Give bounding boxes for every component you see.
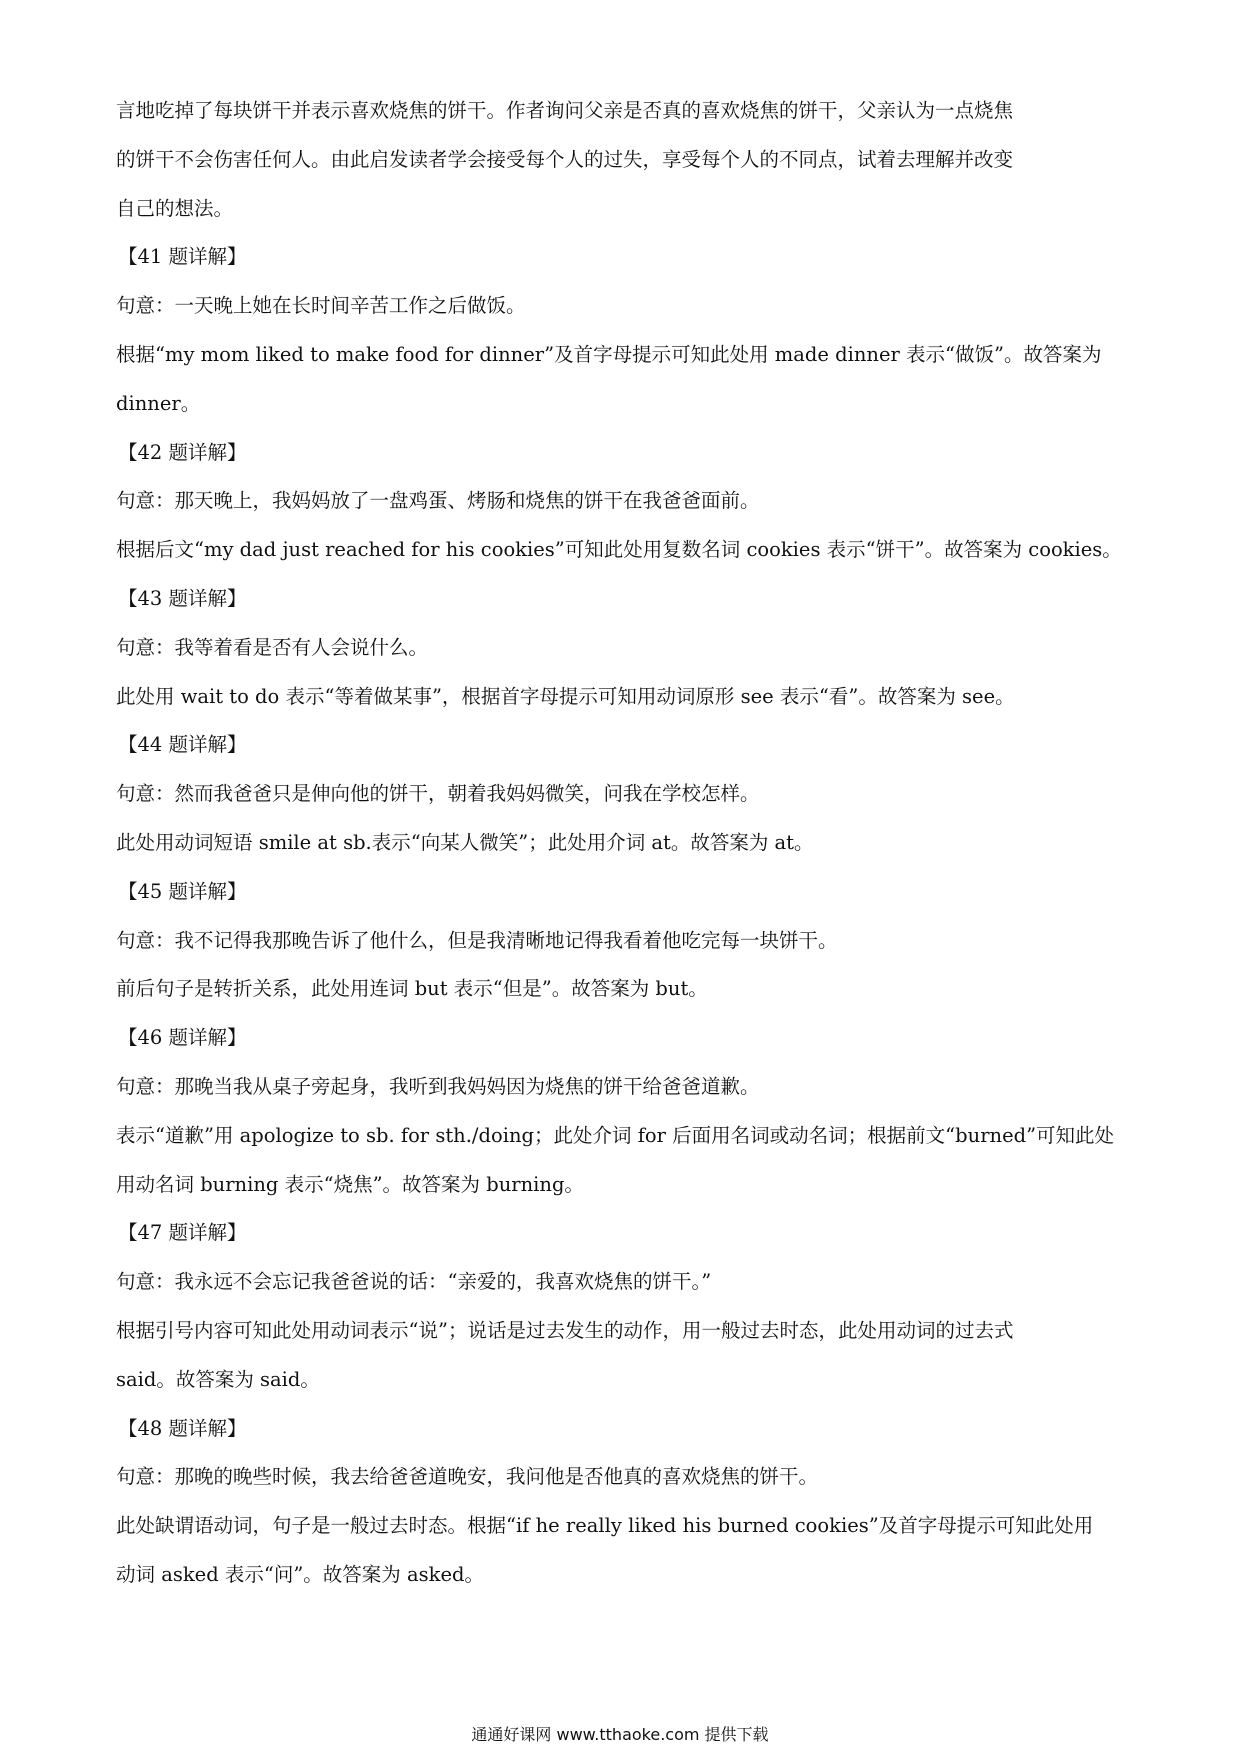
section-heading-text: 【47 题详解】	[118, 1221, 247, 1245]
paragraph-line	[116, 293, 1136, 342]
paragraph-line	[116, 98, 1136, 147]
line-text: 句意：那晚当我从桌子旁起身，我听到我妈妈因为烧焦的饼干给爸爸道歉。	[116, 1074, 760, 1098]
line-text: 此处用动词短语 smile at sb.表示“向某人微笑”；此处用介词 at。故答案为 at。	[116, 830, 814, 854]
section-heading-text: 【41 题详解】	[118, 245, 247, 269]
paragraph-line	[116, 781, 1136, 830]
paragraph-line	[116, 391, 1136, 440]
paragraph-line	[116, 488, 1136, 537]
section-heading	[116, 440, 1136, 489]
section-heading-text: 【46 题详解】	[118, 1026, 247, 1050]
line-text: 前后句子是转折关系，此处用连词 but 表示“但是”。故答案为 but。	[116, 977, 708, 1001]
line-text: 用动名词 burning 表示“烧焦”。故答案为 burning。	[116, 1172, 584, 1196]
paragraph-line	[116, 196, 1136, 245]
line-text: dinner。	[116, 391, 201, 415]
paragraph-line	[116, 635, 1136, 684]
paragraph-line	[116, 1123, 1136, 1172]
paragraph-line	[116, 537, 1136, 586]
line-text: 表示“道歉”用 apologize to sb. for sth./doing；此处介词 for 后面用名词或动名词；根据前文“burned”可知此处	[116, 1123, 1115, 1147]
paragraph-line	[116, 684, 1136, 733]
paragraph-line	[116, 830, 1136, 879]
line-text: 的饼干不会伤害任何人。由此启发读者学会接受每个人的过失，享受每个人的不同点，试着去理解并改变	[116, 147, 1014, 171]
paragraph-line	[116, 1367, 1136, 1416]
line-text: 动词 asked 表示“问”。故答案为 asked。	[116, 1562, 484, 1586]
paragraph-line	[116, 1172, 1136, 1221]
section-heading-text: 【44 题详解】	[118, 733, 247, 757]
section-heading	[116, 879, 1136, 928]
section-heading	[116, 1025, 1136, 1074]
line-text: 根据引号内容可知此处用动词表示“说”；说话是过去发生的动作，用一般过去时态，此处用动词的过去式	[116, 1318, 1014, 1342]
line-text: 根据后文“my dad just reached for his cookies”可知此处用复数名词 cookies 表示“饼干”。故答案为 cookies。	[116, 538, 1122, 562]
paragraph-line	[116, 342, 1136, 391]
section-heading-text: 【45 题详解】	[118, 879, 247, 903]
paragraph-line	[116, 147, 1136, 196]
section-heading	[116, 244, 1136, 293]
paragraph-line	[116, 1562, 1136, 1611]
line-text: 句意：一天晚上她在长时间辛苦工作之后做饭。	[116, 294, 526, 318]
line-text: 句意：我不记得我那晚告诉了他什么，但是我清晰地记得我看着他吃完每一块饼干。	[116, 928, 838, 952]
line-text: 言地吃掉了每块饼干并表示喜欢烧焦的饼干。作者询问父亲是否真的喜欢烧焦的饼干，父亲认为一点烧焦	[116, 99, 1014, 122]
section-heading	[116, 732, 1136, 781]
section-heading	[116, 586, 1136, 635]
line-text: 自己的想法。	[116, 196, 234, 220]
paragraph-line	[116, 976, 1136, 1025]
line-text: 句意：我永远不会忘记我爸爸说的话：“亲爱的，我喜欢烧焦的饼干。”	[116, 1270, 712, 1294]
page-footer: 通通好课网 www.tthaoke.com 提供下载	[471, 1725, 769, 1744]
line-text: 此处缺谓语动词，句子是一般过去时态。根据“if he really liked his burned cookies”及首字母提示可知此处用	[116, 1514, 1094, 1538]
section-heading-text: 【48 题详解】	[118, 1416, 247, 1440]
paragraph-line	[116, 1269, 1136, 1318]
line-text: 句意：那天晚上，我妈妈放了一盘鸡蛋、烤肠和烧焦的饼干在我爸爸面前。	[116, 489, 760, 513]
paragraph-line	[116, 1318, 1136, 1367]
section-heading	[116, 1416, 1136, 1465]
line-text: 根据“my mom liked to make food for dinner”及首字母提示可知此处用 made dinner 表示“做饭”。故答案为	[116, 342, 1102, 366]
line-text: said。故答案为 said。	[116, 1367, 320, 1391]
paragraph-line	[116, 1074, 1136, 1123]
line-text: 此处用 wait to do 表示“等着做某事”，根据首字母提示可知用动词原形 see 表示“看”。故答案为 see。	[116, 684, 1015, 708]
paragraph-line	[116, 1513, 1136, 1562]
line-text: 句意：然而我爸爸只是伸向他的饼干，朝着我妈妈微笑，问我在学校怎样。	[116, 782, 760, 806]
section-heading-text: 【42 题详解】	[118, 440, 247, 464]
section-heading	[116, 1220, 1136, 1269]
paragraph-line	[116, 928, 1136, 977]
paragraph-line	[116, 1464, 1136, 1513]
document-body	[116, 98, 1136, 1611]
section-heading-text: 【43 题详解】	[118, 586, 247, 610]
line-text: 句意：我等着看是否有人会说什么。	[116, 635, 429, 659]
line-text: 句意：那晚的晚些时候，我去给爸爸道晚安，我问他是否他真的喜欢烧焦的饼干。	[116, 1465, 819, 1489]
